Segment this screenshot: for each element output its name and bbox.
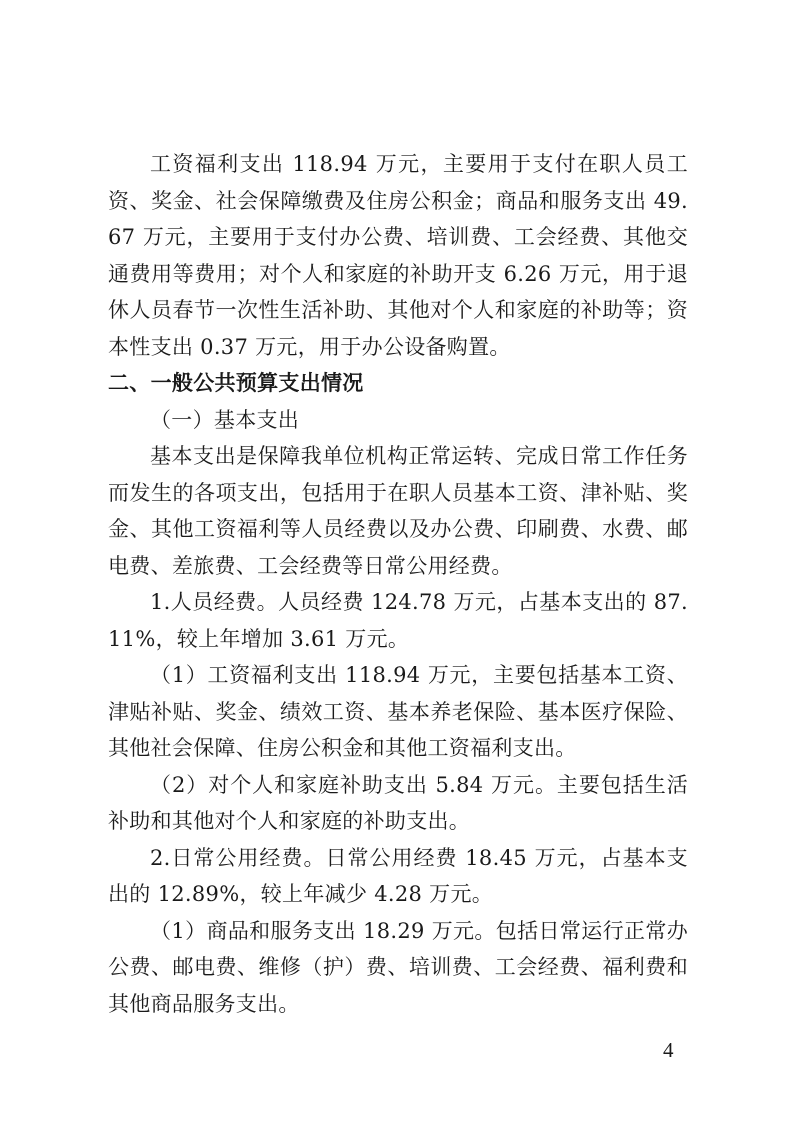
paragraph-basic-expenditure-definition: 基本支出是保障我单位机构正常运转、完成日常工作任务而发生的各项支出，包括用于在职人员基本工资、津补贴、奖金、其他工资福利等人员经费以及办公费、印刷费、水费、邮电费、差旅费、工会经费等日常公用经费。 <box>108 444 688 578</box>
document-body <box>108 146 688 1022</box>
paragraph-welfare-summary: 工资福利支出 118.94 万元，主要用于支付在职人员工资、奖金、社会保障缴费及住房公积金；商品和服务支出 49.67 万元，主要用于支付办公费、培训费、工会经费、其他交通费用等费用；对个人和家庭的补助开支 6.26 万元，用于退休人员春节一次性生活补助、其他对个人和家庭的补助等；资本性支出 0.37 万元，用于办公设备购置。 <box>108 152 688 359</box>
subheading-basic-expenditure: （一）基本支出 <box>150 407 300 432</box>
section-heading-general-budget: 二、一般公共预算支出情况 <box>108 371 364 395</box>
paragraph-personnel-expenses: 1.人员经费。人员经费 124.78 万元，占基本支出的 87.11%，较上年增加 3.61 万元。 <box>108 590 688 651</box>
paragraph-goods-services: （1）商品和服务支出 18.29 万元。包括日常运行正常办公费、邮电费、维修（护）费、培训费、工会经费、福利费和其他商品服务支出。 <box>108 918 688 1016</box>
paragraph-household-subsidy: （2）对个人和家庭补助支出 5.84 万元。主要包括生活补助和其他对个人和家庭的补助支出。 <box>108 772 688 833</box>
paragraph-wages-welfare: （1）工资福利支出 118.94 万元，主要包括基本工资、津贴补贴、奖金、绩效工资、基本养老保险、基本医疗保险、其他社会保障、住房公积金和其他工资福利支出。 <box>108 663 688 760</box>
page-number: 4 <box>663 1038 674 1062</box>
paragraph-public-expenses: 2.日常公用经费。日常公用经费 18.45 万元，占基本支出的 12.89%，较上年减少 4.28 万元。 <box>108 845 688 906</box>
